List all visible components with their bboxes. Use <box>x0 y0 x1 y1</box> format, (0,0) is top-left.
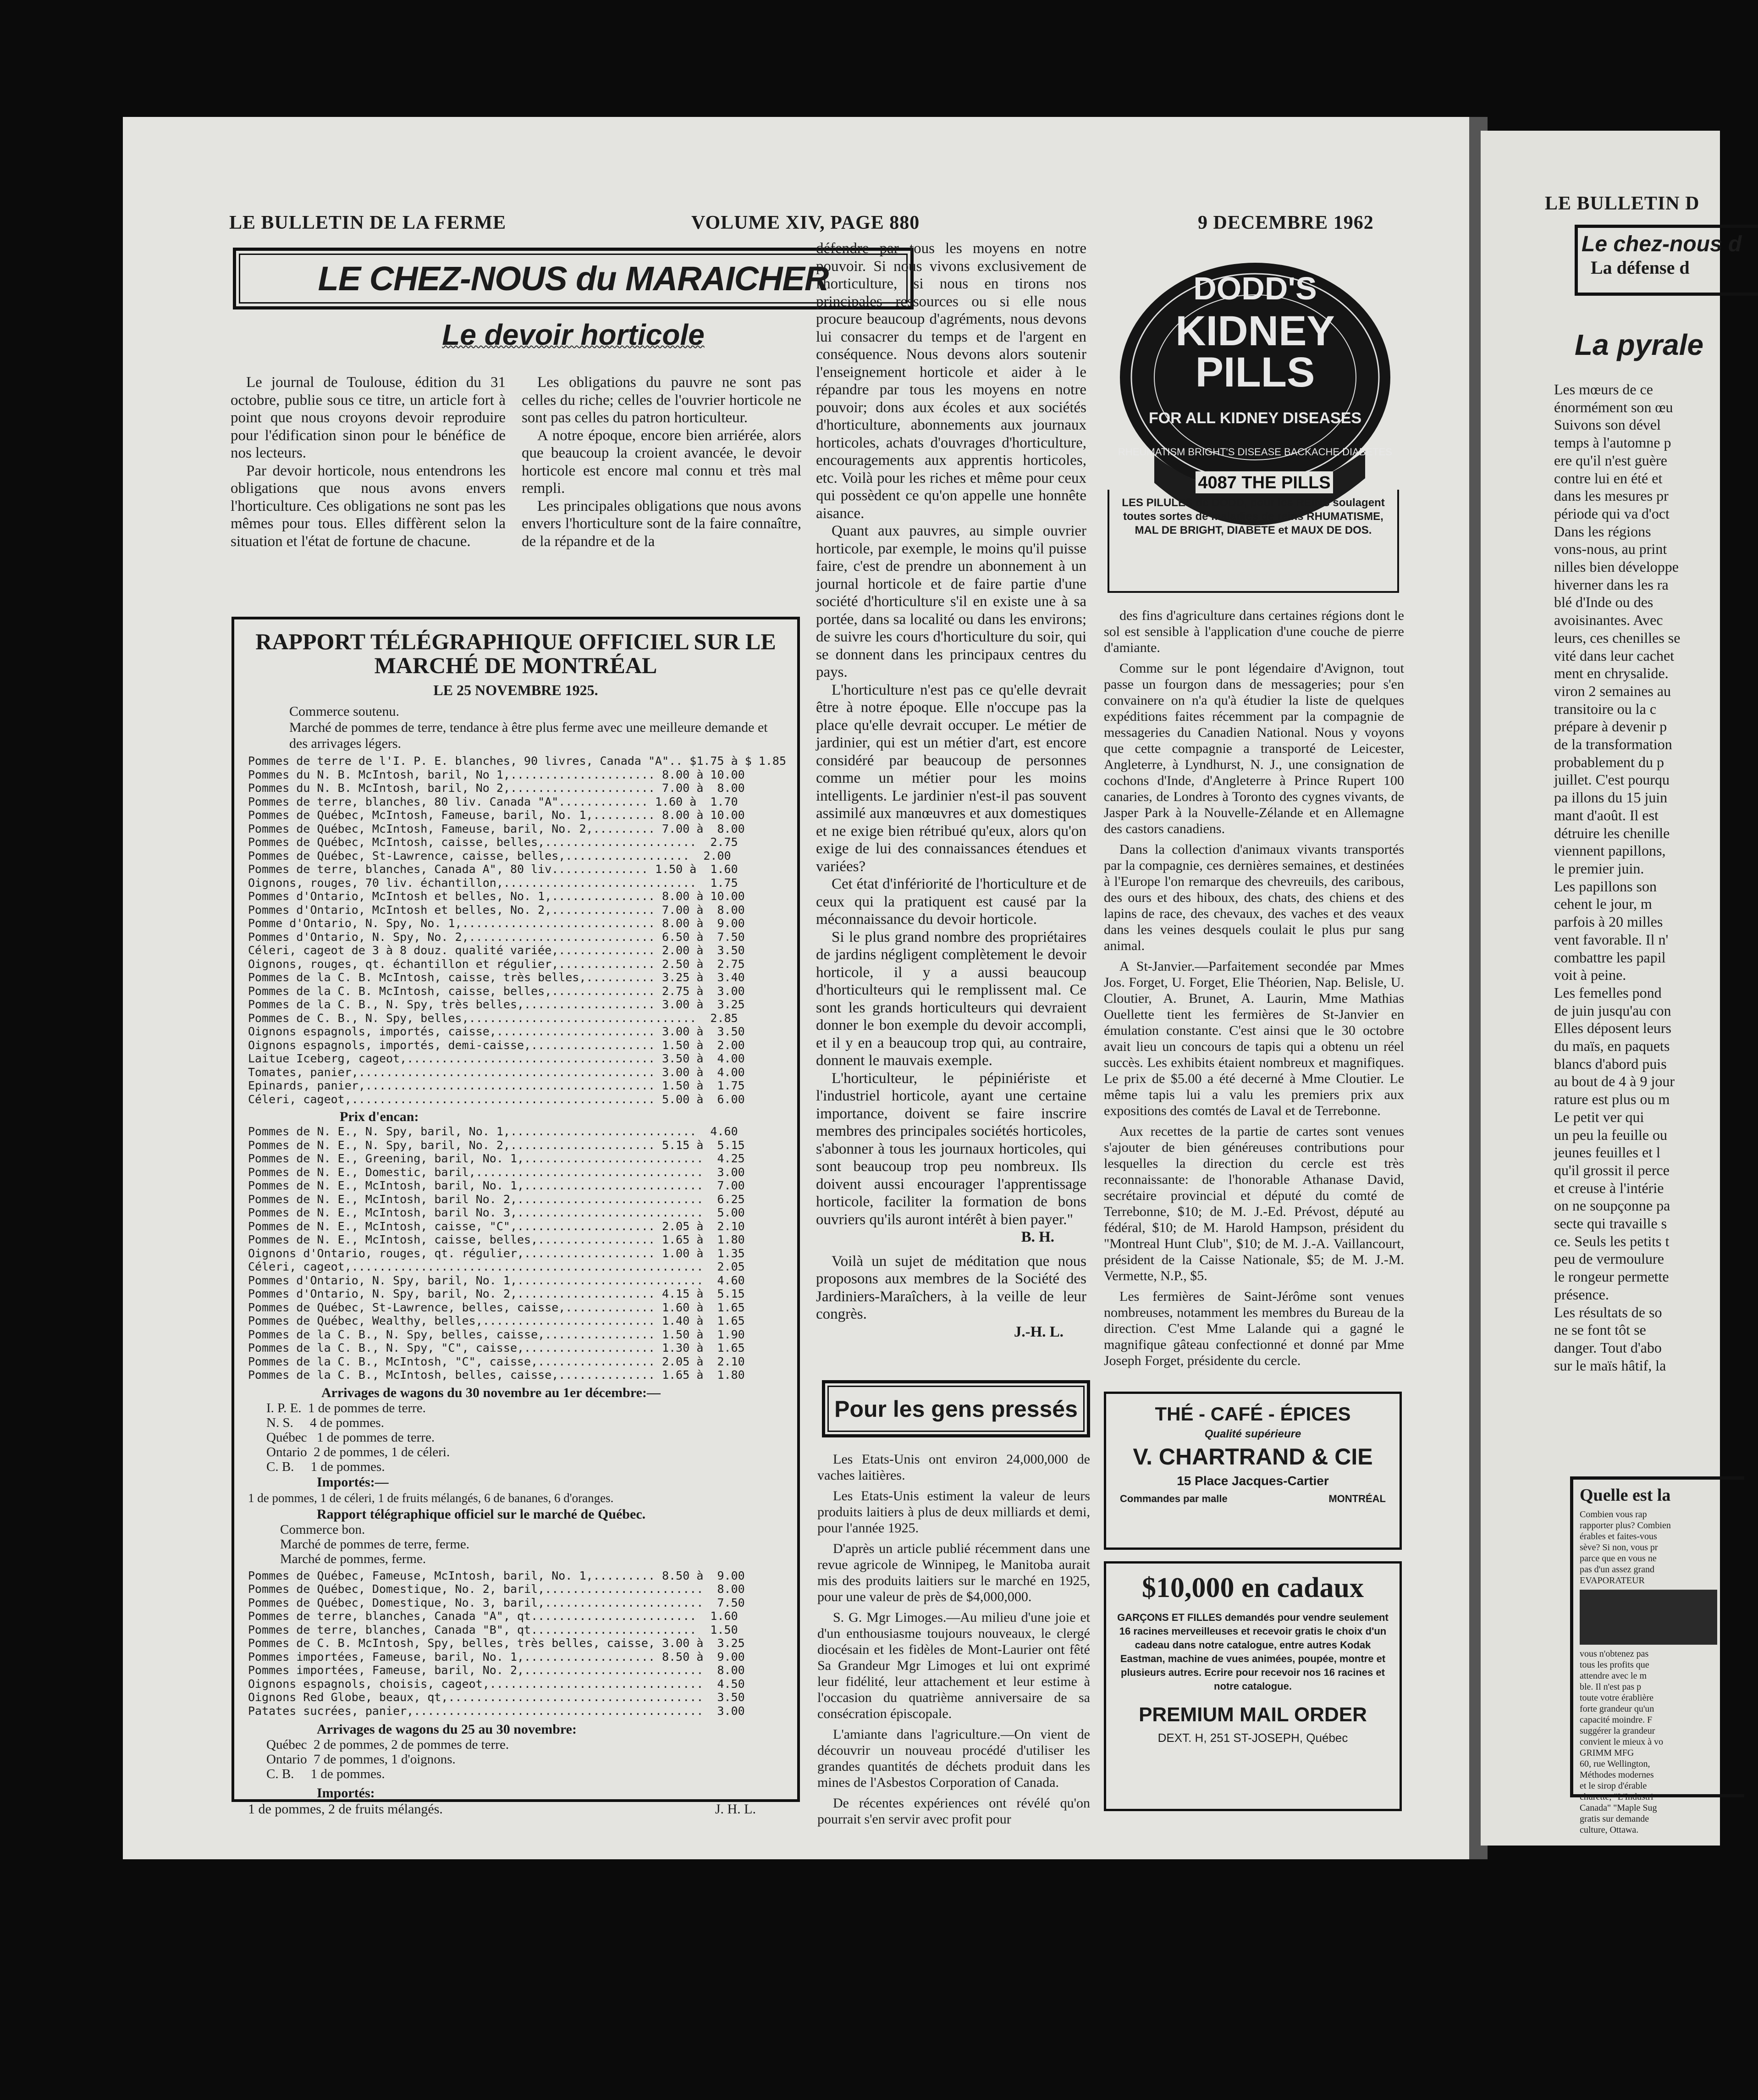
subhead-imports: Importés:— <box>317 1474 389 1490</box>
imports-2-text: 1 de pommes, 2 de fruits mélangés. <box>248 1802 443 1817</box>
quebec-intro-line: Marché de pommes de terre, ferme. <box>280 1536 470 1552</box>
text-line: mant d'août. Il est <box>1554 807 1659 823</box>
paragraph: des fins d'agriculture dans certaines régions dont le sol est sensible à l'application d'une couche de pierre d'amiante. <box>1104 608 1404 655</box>
price-row: Céleri, cageot de 3 à 8 douz. qualité variée,.............. 2.00 à 3.50 <box>248 944 745 957</box>
imports-2-row <box>248 1801 783 1817</box>
tea-ad-quality: Qualité supérieure <box>1204 1428 1301 1440</box>
paragraph: A notre époque, encore bien arriérée, alors que beaucoup la croient avancée, le devoir horticole est encore mal connu et très mal rempli. <box>522 427 801 497</box>
text-line: du maïs, en paquets <box>1554 1038 1670 1055</box>
price-row: Pommes de Québec, Domestique, No. 3, baril,....................... 7.50 <box>248 1596 745 1609</box>
paragraph: A St-Janvier.—Parfaitement secondée par Mmes Jos. Forget, U. Forget, Elie Théorien, Nap. Belisle, U. Cloutier, A. Brunet, A. Laurin, Mme Mathias Ouellette tient les fermières de St-Janvier en émulation constante. C'est ainsi que le 30 octobre avait lieu un concours de tapis qui a obtenu un réel succès. Les exhibits étaient nombreux et magnifiques. Le prix de $5.00 a été decerné à Mme Cloutier. Le même tapis lui a valu les premiers prix aux expositions des comtés de Laval et de Terrebonne. <box>1104 959 1404 1118</box>
price-row: Pommes de C. B. McIntosh, Spy, belles, très belles, caisse, 3.00 à 3.25 <box>248 1636 745 1650</box>
price-row: Pommes de Québec, McIntosh, caisse, belles,...................... 2.75 <box>248 835 738 849</box>
ad-line: gratis sur demande <box>1580 1814 1649 1824</box>
subhead-arrivals: Arrivages de wagons du 30 novembre au 1er décembre:— <box>321 1385 661 1400</box>
imports-text: 1 de pommes, 1 de céleri, 1 de fruits mélangés, 6 de bananes, 6 d'oranges. <box>248 1491 614 1505</box>
paragraph: Voilà un sujet de méditation que nous proposons aux membres de la Société des Jardiniers-Maraîchers, à la veille de leur congrès. <box>816 1253 1086 1322</box>
price-row: Oignons, rouges, 70 liv. échantillon,............................ 1.75 <box>248 876 738 890</box>
price-row: Céleri, cageot,................................................... 2.05 <box>248 1260 745 1273</box>
price-row: Patates sucrées, panier,.......................................... 3.00 <box>248 1704 745 1718</box>
arrival-row: Québec 1 de pommes de terre. <box>266 1430 435 1445</box>
text-line: cehent le jour, m <box>1554 895 1652 912</box>
price-row: Pommes de terre, blanches, Canada A", 80 liv.............. 1.50 à 1.60 <box>248 862 738 876</box>
ad-line: churette, "L'Industri <box>1580 1792 1653 1802</box>
text-line: vons-nous, au print <box>1554 541 1667 558</box>
dodds-inner-text: RHEUMATISM BRIGHT'S DISEASE BACKACHE DIABETES <box>1118 446 1392 458</box>
arrival-row: C. B. 1 de pommes. <box>266 1767 385 1781</box>
news-brief: Les Etats-Unis estiment la valeur de leurs produits laitiers à plus de deux milliards et demi, pour l'année 1925. <box>817 1488 1090 1536</box>
ad-line: capacité moindre. F <box>1580 1715 1653 1725</box>
news-brief: D'après un article publié récemment dans une revue agricole de Winnipeg, le Manitoba aurait mis des produits laitiers sur le marché en 1925, pour une valeur de près de $4,000,000. <box>817 1541 1090 1604</box>
tea-ad-city: MONTRÉAL <box>1328 1493 1386 1504</box>
price-row: Pommes de C. B., N. Spy, belles,................................. 2.85 <box>248 1011 738 1025</box>
text-line: Le petit ver qui <box>1554 1108 1644 1125</box>
next-ad-title: Quelle est la <box>1580 1486 1671 1505</box>
quebec-intro-line: Marché de pommes, ferme. <box>280 1551 426 1566</box>
text-line: période qui va d'oct <box>1554 505 1670 522</box>
price-row: Pommes d'Ontario, N. Spy, baril, No. 1,........................... 4.60 <box>248 1273 745 1287</box>
ad-line: culture, Ottawa. <box>1580 1825 1639 1835</box>
market-report-box <box>231 617 800 1817</box>
subhead-arrivals-2: Arrivages de wagons du 25 au 30 novembre: <box>317 1722 577 1737</box>
subhead-encan: Prix d'encan: <box>340 1109 419 1124</box>
report-signature: J. H. L. <box>715 1802 756 1817</box>
next-header: LE BULLETIN D <box>1545 193 1700 214</box>
dodds-kidney: KIDNEY <box>1175 308 1335 354</box>
text-line: juillet. C'est pourqu <box>1554 771 1670 788</box>
text-line: Les mœurs de ce <box>1554 381 1653 398</box>
ad-line: 60, rue Wellington, <box>1580 1759 1650 1769</box>
text-line: Suivons son dével <box>1554 416 1661 433</box>
text-line: viennent papillons, <box>1554 842 1666 859</box>
text-line: on ne soupçonne pa <box>1554 1197 1670 1214</box>
quebec-intro <box>248 1522 783 1566</box>
paragraph: L'horticulture n'est pas ce qu'elle devrait être à notre époque. Elle n'occupe pas la place qu'elle devrait occuper. Le métier de jardinier, qui est un métier d'art, est encore considéré par beaucoup de personnes comme un métier pour les moins intelligents. Le jardinier n'est-il pas souvent assimilé aux manœuvres et aux domestiques et ne exige bien rétribué qu'eux, alors qu'on exige de lui des connaissances étendues et variées? <box>816 681 1086 875</box>
price-row: Oignons espagnols, choisis, cageot,............................... 4.50 <box>248 1677 745 1691</box>
header-left: LE BULLETIN DE LA FERME <box>229 212 507 233</box>
price-row: Pommes de Québec, St-Lawrence, belles, caisse,............. 1.60 à 1.65 <box>248 1300 745 1314</box>
ad-line: toute votre érablière <box>1580 1693 1654 1703</box>
paragraph: Les fermières de Saint-Jérôme sont venues nombreuses, notamment les membres du Bureau de la direction. C'est Mme Lalande qui a gagné le magnifique gâteau confectionné et donné par Mme Joseph Forget, présidente du cercle. <box>1104 1289 1404 1368</box>
text-line: et creuse à l'intérie <box>1554 1179 1664 1196</box>
text-line: transitoire ou la c <box>1554 700 1657 717</box>
price-row: Pommes de la C. B., McIntosh, belles, caisse,.............. 1.65 à 1.80 <box>248 1368 745 1382</box>
price-row: Oignons d'Ontario, rouges, qt. régulier,................... 1.00 à 1.35 <box>248 1246 745 1260</box>
price-row: Pommes de terre de l'I. P. E. blanches, 90 livres, Canada "A".. $1.75 à $ 1.85 <box>248 754 786 768</box>
text-line: viron 2 semaines au <box>1554 682 1671 699</box>
cash-ad-company: PREMIUM MAIL ORDER <box>1139 1703 1367 1726</box>
article-col-3 <box>816 240 1086 1349</box>
price-row: Pommes de N. E., McIntosh, baril No. 3,........................... 5.00 <box>248 1206 745 1219</box>
ad-line: ble. Il n'est pas p <box>1580 1682 1642 1692</box>
text-line: rature est plus ou m <box>1554 1091 1670 1108</box>
dodds-brand: DODD'S <box>1193 271 1317 306</box>
arrival-row: I. P. E. 1 de pommes de terre. <box>266 1400 426 1415</box>
price-list-quebec <box>248 1569 783 1718</box>
price-row: Pommes de N. E., McIntosh, baril, No. 1,.......................... 7.00 <box>248 1179 745 1192</box>
text-line: ce. Seuls les petits t <box>1554 1232 1670 1249</box>
dodds-pills: PILLS <box>1195 349 1315 396</box>
price-row: Pommes de N. E., N. Spy, baril, No. 2,..................... 5.15 à 5.15 <box>248 1138 745 1152</box>
paragraph: Les principales obligations que nous avons envers l'horticulture sont de la faire connaître, de la répandre et de la <box>522 497 801 550</box>
price-row: Pommes de Québec, St-Lawrence, caisse, belles,.................. 2.00 <box>248 849 731 862</box>
text-line: dans les mesures pr <box>1554 487 1669 504</box>
text-line: hiverner dans les ra <box>1554 576 1669 593</box>
text-line: Les résultats de so <box>1554 1304 1662 1321</box>
text-line: au bout de 4 à 9 jour <box>1554 1073 1675 1090</box>
text-line: blancs d'abord puis <box>1554 1055 1667 1072</box>
news-brief: S. G. Mgr Limoges.—Au milieu d'une joie et d'un enthousiasme toujours nouveaux, le clergé diocésain et les fidèles de Mont-Laurier ont fêté Sa Grandeur Mgr Limoges et lui ont exprimé leur fidélité, leur attachement et leur estime à l'occasion du quatrième anniversaire de sa consécration épiscopale. <box>817 1610 1090 1721</box>
price-list-montreal <box>248 754 786 1106</box>
price-row: Pommes de N. E., McIntosh, baril No. 2,........................... 6.25 <box>248 1192 745 1206</box>
text-line: qu'il grossit il perce <box>1554 1161 1670 1178</box>
price-row: Pommes d'Ontario, N. Spy, baril, No. 2,.................... 4.15 à 5.15 <box>248 1287 745 1300</box>
text-line: Les femelles pond <box>1554 984 1662 1001</box>
next-article-text <box>1554 381 1737 1374</box>
news-brief: De récentes expériences ont révélé qu'on pourrait s'en servir avec profit pour <box>817 1796 1090 1827</box>
next-banner <box>1575 225 1758 296</box>
text-line: probablement du p <box>1554 753 1664 770</box>
paragraph: Les obligations du pauvre ne sont pas celles du riche; celles de l'ouvrier horticole ne sont pas celles du patron horticulteur. <box>522 374 801 426</box>
text-line: de juin jusqu'au con <box>1554 1002 1671 1019</box>
price-row: Pommes de N. E., Greening, baril, No. 1,.......................... 4.25 <box>248 1152 745 1165</box>
ad-line: parce que en vous ne <box>1580 1553 1657 1564</box>
next-article-title: La pyrale <box>1575 328 1704 361</box>
ad-line: Canada" "Maple Sug <box>1580 1803 1657 1813</box>
next-banner-line2: La défense d <box>1591 257 1690 278</box>
text-line: sur le maïs hâtif, la <box>1554 1357 1666 1374</box>
price-row: Pommes importées, Fameuse, baril, No. 2,.......................... 8.00 <box>248 1663 745 1677</box>
article-title-wrap <box>233 318 914 352</box>
text-line: ment en chrysalide. <box>1554 665 1669 682</box>
price-row: Oignons espagnols, importés, demi-caisse,.................. 1.50 à 2.00 <box>248 1038 745 1052</box>
text-line: voit à peine. <box>1554 967 1626 984</box>
price-row: Pommes d'Ontario, McIntosh et belles, No. 1,............... 8.00 à 10.00 <box>248 890 745 903</box>
price-row: Epinards, panier,.......................................... 1.50 à 1.75 <box>248 1079 745 1092</box>
arrival-row: Ontario 2 de pommes, 1 de céleri. <box>266 1444 450 1459</box>
dodds-ring-text: FOR ALL KIDNEY DISEASES <box>1148 409 1362 427</box>
arrival-row: Ontario 7 de pommes, 1 d'oignons. <box>266 1752 456 1767</box>
article-title: Le devoir horticole <box>442 318 705 351</box>
ad-line: et le sirop d'érable <box>1580 1781 1647 1791</box>
text-line: un peu la feuille ou <box>1554 1126 1668 1143</box>
price-row: Pommes de Québec, McIntosh, Fameuse, baril, No. 1,......... 8.00 à 10.00 <box>248 808 745 822</box>
price-row: Pommes de terre, blanches, Canada "A", qt........................ 1.60 <box>248 1609 738 1623</box>
ad-line: EVAPORATEUR <box>1580 1575 1645 1586</box>
signature: B. H. <box>1021 1229 1054 1245</box>
dodds-number: 4087 THE PILLS <box>1198 473 1331 492</box>
text-line: leurs, ces chenilles se <box>1554 629 1681 646</box>
news-brief: L'amiante dans l'agriculture.—On vient de découvrir un nouveau procédé d'utiliser les grandes quantités de déchets produit dans les mines de l'Asbestos Corporation of Canada. <box>817 1727 1090 1790</box>
text-line: le premier juin. <box>1554 860 1644 877</box>
ad-line: forte grandeur qu'un <box>1580 1704 1654 1714</box>
price-row: Pommes de la C. B. McIntosh, caisse, très belles,.......... 3.25 à 3.40 <box>248 971 745 984</box>
price-row: Pommes importées, Fameuse, baril, No. 1,................... 8.50 à 9.00 <box>248 1650 745 1663</box>
arrival-row: Québec 2 de pommes, 2 de pommes de terre. <box>266 1737 509 1752</box>
price-row: Pomme d'Ontario, N. Spy, No. 1,............................ 8.00 à 9.00 <box>248 917 745 930</box>
report-intro: Marché de pommes de terre, tendance à être plus ferme avec une meilleure demande et des arrivages légers. <box>289 720 768 751</box>
section-title: LE CHEZ-NOUS du MARAICHER <box>318 260 829 298</box>
text-line: danger. Tout d'abo <box>1554 1339 1662 1356</box>
paragraph: L'horticulteur, le pépiniériste et l'industriel horticole, ayant une certaine importance, doivent se faire inscrire membres des principales sociétés horticoles, s'abonner à tous les journaux horticoles, qui sont beaucoup trop peu nombreux. Ils doivent aussi encourager l'apprentissage horticole, faciliter la formation de bons ouvriers qu'ils auront intérêt à bien payer." <box>816 1070 1086 1228</box>
next-ad-box <box>1570 1476 1744 1835</box>
text-line: jeunes feuilles et l <box>1554 1144 1660 1161</box>
text-line: ere qu'il n'est guère <box>1554 452 1667 469</box>
text-line: nilles bien développe <box>1554 558 1679 575</box>
arrivals-list <box>248 1401 783 1474</box>
text-line: le rongeur permette <box>1554 1268 1669 1285</box>
tea-ad <box>1104 1392 1402 1550</box>
cash-ad-body: GARÇONS ET FILLES demandés pour vendre seulement 16 racines merveilleuses et recevoir gratis le choix d'un cadeau dans notre catalogue, entre autres Kodak Eastman, machine de vues animées, poupée, montre et plusieurs autres. Ecrire pour recevoir nos 16 racines et notre catalogue. <box>1117 1612 1389 1692</box>
price-row: Pommes du N. B. McIntosh, baril, No 2,..................... 7.00 à 8.00 <box>248 781 745 795</box>
price-row: Tomates, panier,........................................... 3.00 à 4.00 <box>248 1065 745 1079</box>
price-row: Pommes de N. E., N. Spy, baril, No. 1,........................... 4.60 <box>248 1125 738 1138</box>
text-line: vité dans leur cachet <box>1554 647 1675 664</box>
text-line: peu de vermoulure <box>1554 1250 1664 1267</box>
ad-line: vous n'obtenez pas <box>1580 1649 1649 1659</box>
price-row: Oignons espagnols, importés, caisse,....................... 3.00 à 3.50 <box>248 1025 745 1038</box>
signature: J.-H. L. <box>1014 1323 1064 1340</box>
price-row: Pommes de N. E., McIntosh, caisse, belles,................. 1.65 à 1.80 <box>248 1233 745 1246</box>
next-ad-text-2 <box>1580 1648 1738 1835</box>
subhead-imports-2: Importés: <box>317 1785 375 1801</box>
price-row: Pommes de Québec, McIntosh, Fameuse, baril, No. 2,......... 7.00 à 8.00 <box>248 822 745 835</box>
ad-line: GRIMM MFG <box>1580 1748 1634 1758</box>
pressed-items <box>817 1451 1090 1850</box>
price-row: Pommes de la C. B., N. Spy, "C", caisse,................... 1.30 à 1.65 <box>248 1341 745 1354</box>
paragraph: Par devoir horticole, nous entendrons les obligations que nous avons envers l'horticulture. Ces obligations ne sont pas les mêmes pour tous. Elles diffèrent selon la situation et l'état de fortune de chacune. <box>231 462 506 550</box>
cash-ad-title: $10,000 en cadaux <box>1142 1572 1364 1603</box>
ad-line: attendre avec le m <box>1580 1671 1647 1681</box>
newspaper-page <box>123 117 1475 1859</box>
next-page-edge <box>1481 131 1742 1846</box>
news-brief: Les Etats-Unis ont environ 24,000,000 de vaches laitières. <box>817 1452 1090 1483</box>
price-row: Pommes de N. E., Domestic, baril,................................. 3.00 <box>248 1165 745 1179</box>
ad-line: pas d'un assez grand <box>1580 1564 1654 1575</box>
ad-line: Combien vous rap <box>1580 1509 1647 1520</box>
text-line: avoisinantes. Avec <box>1554 612 1663 629</box>
text-line: contre lui en été et <box>1554 470 1663 486</box>
price-row: Pommes d'Ontario, McIntosh et belles, No. 2,............... 7.00 à 8.00 <box>248 903 745 917</box>
dodds-caption: LES PILULES de DODD, pour les REINS soulagent toutes sortes de maladies de reins RHUMATISME, MAL DE BRIGHT, DIABETE et MAUX DE DOS. <box>1108 490 1399 593</box>
price-row: Oignons, rouges, qt. échantillon et régulier,.............. 2.50 à 2.75 <box>248 957 745 971</box>
text-line: combattre les papil <box>1554 949 1666 966</box>
text-line: présence. <box>1554 1286 1609 1303</box>
price-row: Pommes de Québec, Fameuse, McIntosh, baril, No. 1,......... 8.50 à 9.00 <box>248 1569 745 1582</box>
ad-line: convient le mieux à vo <box>1580 1737 1664 1747</box>
ad-line: suggérer la grandeur <box>1580 1726 1655 1736</box>
tea-ad-name: V. CHARTRAND & CIE <box>1133 1444 1373 1470</box>
price-row: Pommes de Québec, Wealthy, belles,......................... 1.40 à 1.65 <box>248 1314 745 1327</box>
tea-ad-orders: Commandes par malle <box>1120 1493 1228 1504</box>
subhead-quebec: Rapport télégraphique officiel sur le marché de Québec. <box>317 1506 646 1522</box>
paragraph: Quant aux pauvres, au simple ouvrier horticole, par exemple, le moins qu'il puisse faire, c'est de prendre un abonnement à un journal horticole et de faire partie d'une société d'horticulture s'il en existe une à sa portée, dans sa localité ou dans les environs; de suivre les cours d'horticulture du soir, qui se donnent dans les principaux centres du pays. <box>816 523 1086 680</box>
text-line: vent favorable. Il n' <box>1554 931 1669 948</box>
text-line: prépare à devenir p <box>1554 718 1667 735</box>
text-line: pa illons du 15 juin <box>1554 789 1668 806</box>
section-banner <box>233 248 914 309</box>
arrival-row: N. S. 4 de pommes. <box>266 1415 384 1430</box>
paragraph: Comme sur le pont légendaire d'Avignon, tout passe un fourgon dans de messageries; pour s'en convainere on n'a qu'à étudier la liste de quelques expéditions faites récemment par la compagnie de messageries du Canadien National. Nous y voyons que cette compagnie a transporté de Leicester, Angleterre, à Lyndhurst, N. J., une consignation de cochons d'Inde, d'Angleterre à Prince Rupert 100 canaries, de Londres à Toronto des cygnes vivants, de Jasper Park à la Nouvelle-Zélande et en Allemagne des castors canadiens. <box>1104 661 1404 836</box>
ad-line: Méthodes modernes <box>1580 1770 1654 1780</box>
ad-line: érables et faites-vous <box>1580 1531 1657 1542</box>
next-banner-line1: Le chez-nous d <box>1582 232 1742 256</box>
ad-line: rapporter plus? Combien <box>1580 1520 1671 1531</box>
tea-ad-footer <box>1111 1493 1395 1505</box>
text-line: détruire les chenille <box>1554 824 1670 841</box>
dodds-ad <box>1108 240 1402 593</box>
quebec-intro-line: Commerce bon. <box>280 1522 365 1537</box>
price-row: Céleri, cageot,............................................ 5.00 à 6.00 <box>248 1092 745 1106</box>
text-line: blé d'Inde ou des <box>1554 594 1653 611</box>
price-list-encan <box>248 1125 783 1382</box>
article-col-2 <box>522 374 801 603</box>
arrivals-list-2 <box>248 1737 783 1781</box>
paragraph: Aux recettes de la partie de cartes sont venues s'ajouter de bien généreuses contributions pour lesquelles la direction du cercle est très reconnaissante: de l'honorable Athanase David, secrétaire provincial et député du comté de Terrebonne, $10; de M. J.-Ed. Prévost, député au fédéral, $10; de M. Harold Hampson, président du "Montreal Hunt Club", $10; de M. J.-A. Vaillancourt, président de la Caisse Nationale, $5; de M. J.-M. Vermette, N.P., $5. <box>1104 1124 1404 1283</box>
text-line: énormément son œu <box>1554 398 1673 415</box>
cash-ad <box>1104 1561 1402 1811</box>
ad-line: tous les profits que <box>1580 1660 1649 1670</box>
next-ad-text <box>1580 1509 1738 1586</box>
pressed-title: Pour les gens pressés <box>834 1396 1078 1422</box>
text-line: de la transformation <box>1554 736 1672 753</box>
header-date: 9 DECEMBRE 1962 <box>1198 212 1374 233</box>
price-row: Pommes de la C. B., McIntosh, "C", caisse,................. 2.05 à 2.10 <box>248 1354 745 1368</box>
cash-ad-address: DEXT. H, 251 ST-JOSEPH, Québec <box>1157 1731 1348 1745</box>
text-line: Dans les régions <box>1554 523 1651 540</box>
price-row: Pommes de la C. B., N. Spy, belles, caisse,................ 1.50 à 1.90 <box>248 1327 745 1341</box>
paragraph: Si le plus grand nombre des propriétaires de jardins négligent complètement le devoir horticole, il y a aussi beaucoup d'horticulteurs qui le remplissent mal. Ce sont les grands horticulteurs qui devraient donner le bon exemple du devoir accompli, et il y en a beaucoup trop qui, au contraire, donnent le mauvais exemple. <box>816 928 1086 1069</box>
text-line: parfois à 20 milles <box>1554 913 1663 930</box>
price-row: Pommes de N. E., McIntosh, caisse, "C",.................... 2.05 à 2.10 <box>248 1219 745 1233</box>
text-line: Les papillons son <box>1554 878 1657 895</box>
text-line: Elles déposent leurs <box>1554 1020 1671 1037</box>
price-row: Pommes de terre, blanches, 80 liv. Canada "A"............. 1.60 à 1.70 <box>248 795 738 808</box>
price-row: Oignons Red Globe, beaux, qt,..................................... 3.50 <box>248 1691 745 1704</box>
arrival-row: C. B. 1 de pommes. <box>266 1459 385 1474</box>
paragraph: Cet état d'infériorité de l'horticulture et de ceux qui la pratiquent est causé par la méconnaissance du devoir horticole. <box>816 876 1086 928</box>
report-date: LE 25 NOVEMBRE 1925. <box>433 682 598 698</box>
price-row: Pommes du N. B. McIntosh, baril, No 1,..................... 8.00 à 10.00 <box>248 768 745 781</box>
price-row: Laitue Iceberg, cageot,.................................... 3.50 à 4.00 <box>248 1052 745 1065</box>
text-line: temps à l'automne p <box>1554 434 1671 451</box>
article-col-1 <box>231 374 506 603</box>
price-row: Pommes de la C. B., N. Spy, très belles,................... 3.00 à 3.25 <box>248 998 745 1011</box>
ad-line: sève? Si non, vous pr <box>1580 1542 1658 1553</box>
evaporator-image <box>1580 1590 1717 1645</box>
tea-ad-line1: THÉ - CAFÉ - ÉPICES <box>1155 1403 1351 1425</box>
news-col-4 <box>1104 608 1404 1380</box>
price-row: Pommes d'Ontario, N. Spy, No. 2,........................... 6.50 à 7.50 <box>248 930 745 944</box>
paragraph: défendre par tous les moyens en notre pouvoir. Si nous vivons exclusivement de l'horticulture, si nous en tirons nos principales ressources ou si elle nous procure beaucoup d'agréments, nous devons lui consacrer du temps et de l'argent en conséquence. Nous devons alors soutenir l'enseignement horticole et aider à le répandre par tous les moyens en notre pouvoir; dons aux écoles et aux sociétés d'horticulture, abonnements aux journaux horticoles, achats d'ouvrages d'horticulture, encouragements aux apprentis horticoles, etc. Voilà pour les riches et même pour ceux qui possèdent ce qu'on appelle une honnête aisance. <box>816 240 1086 522</box>
report-title: RAPPORT TÉLÉGRAPHIQUE OFFICIEL SUR LE MARCHÉ DE MONTRÉAL <box>255 629 776 678</box>
paragraph: Le journal de Toulouse, édition du 31 octobre, publie sous ce titre, un article fort à point que nous croyons devoir reproduire pour l'édification sinon pour le bénéfice de nos lecteurs. <box>231 374 506 461</box>
report-intro: Commerce soutenu. <box>289 704 399 719</box>
price-row: Pommes de la C. B. McIntosh, caisse, belles,............... 2.75 à 3.00 <box>248 984 745 998</box>
paragraph: Dans la collection d'animaux vivants transportés par la compagnie, ces dernières semaines, et destinées à l'Europe l'on remarque des chevreuils, des caribous, des ours et des hiboux, des chats, des chiens et des lapins de race, des chevaux, des vaches et des veaux dans les veines desquels coulait le plus pur sang animal. <box>1104 842 1404 953</box>
tea-ad-address: 15 Place Jacques-Cartier <box>1177 1474 1329 1488</box>
pressed-banner <box>822 1380 1090 1437</box>
text-line: ne se font tôt se <box>1554 1321 1646 1338</box>
price-row: Pommes de terre, blanches, Canada "B", qt........................ 1.50 <box>248 1623 738 1636</box>
price-row: Pommes de Québec, Domestique, No. 2, baril,....................... 8.00 <box>248 1582 745 1596</box>
text-line: secte qui travaille s <box>1554 1215 1667 1232</box>
header-center: VOLUME XIV, PAGE 880 <box>691 212 920 233</box>
